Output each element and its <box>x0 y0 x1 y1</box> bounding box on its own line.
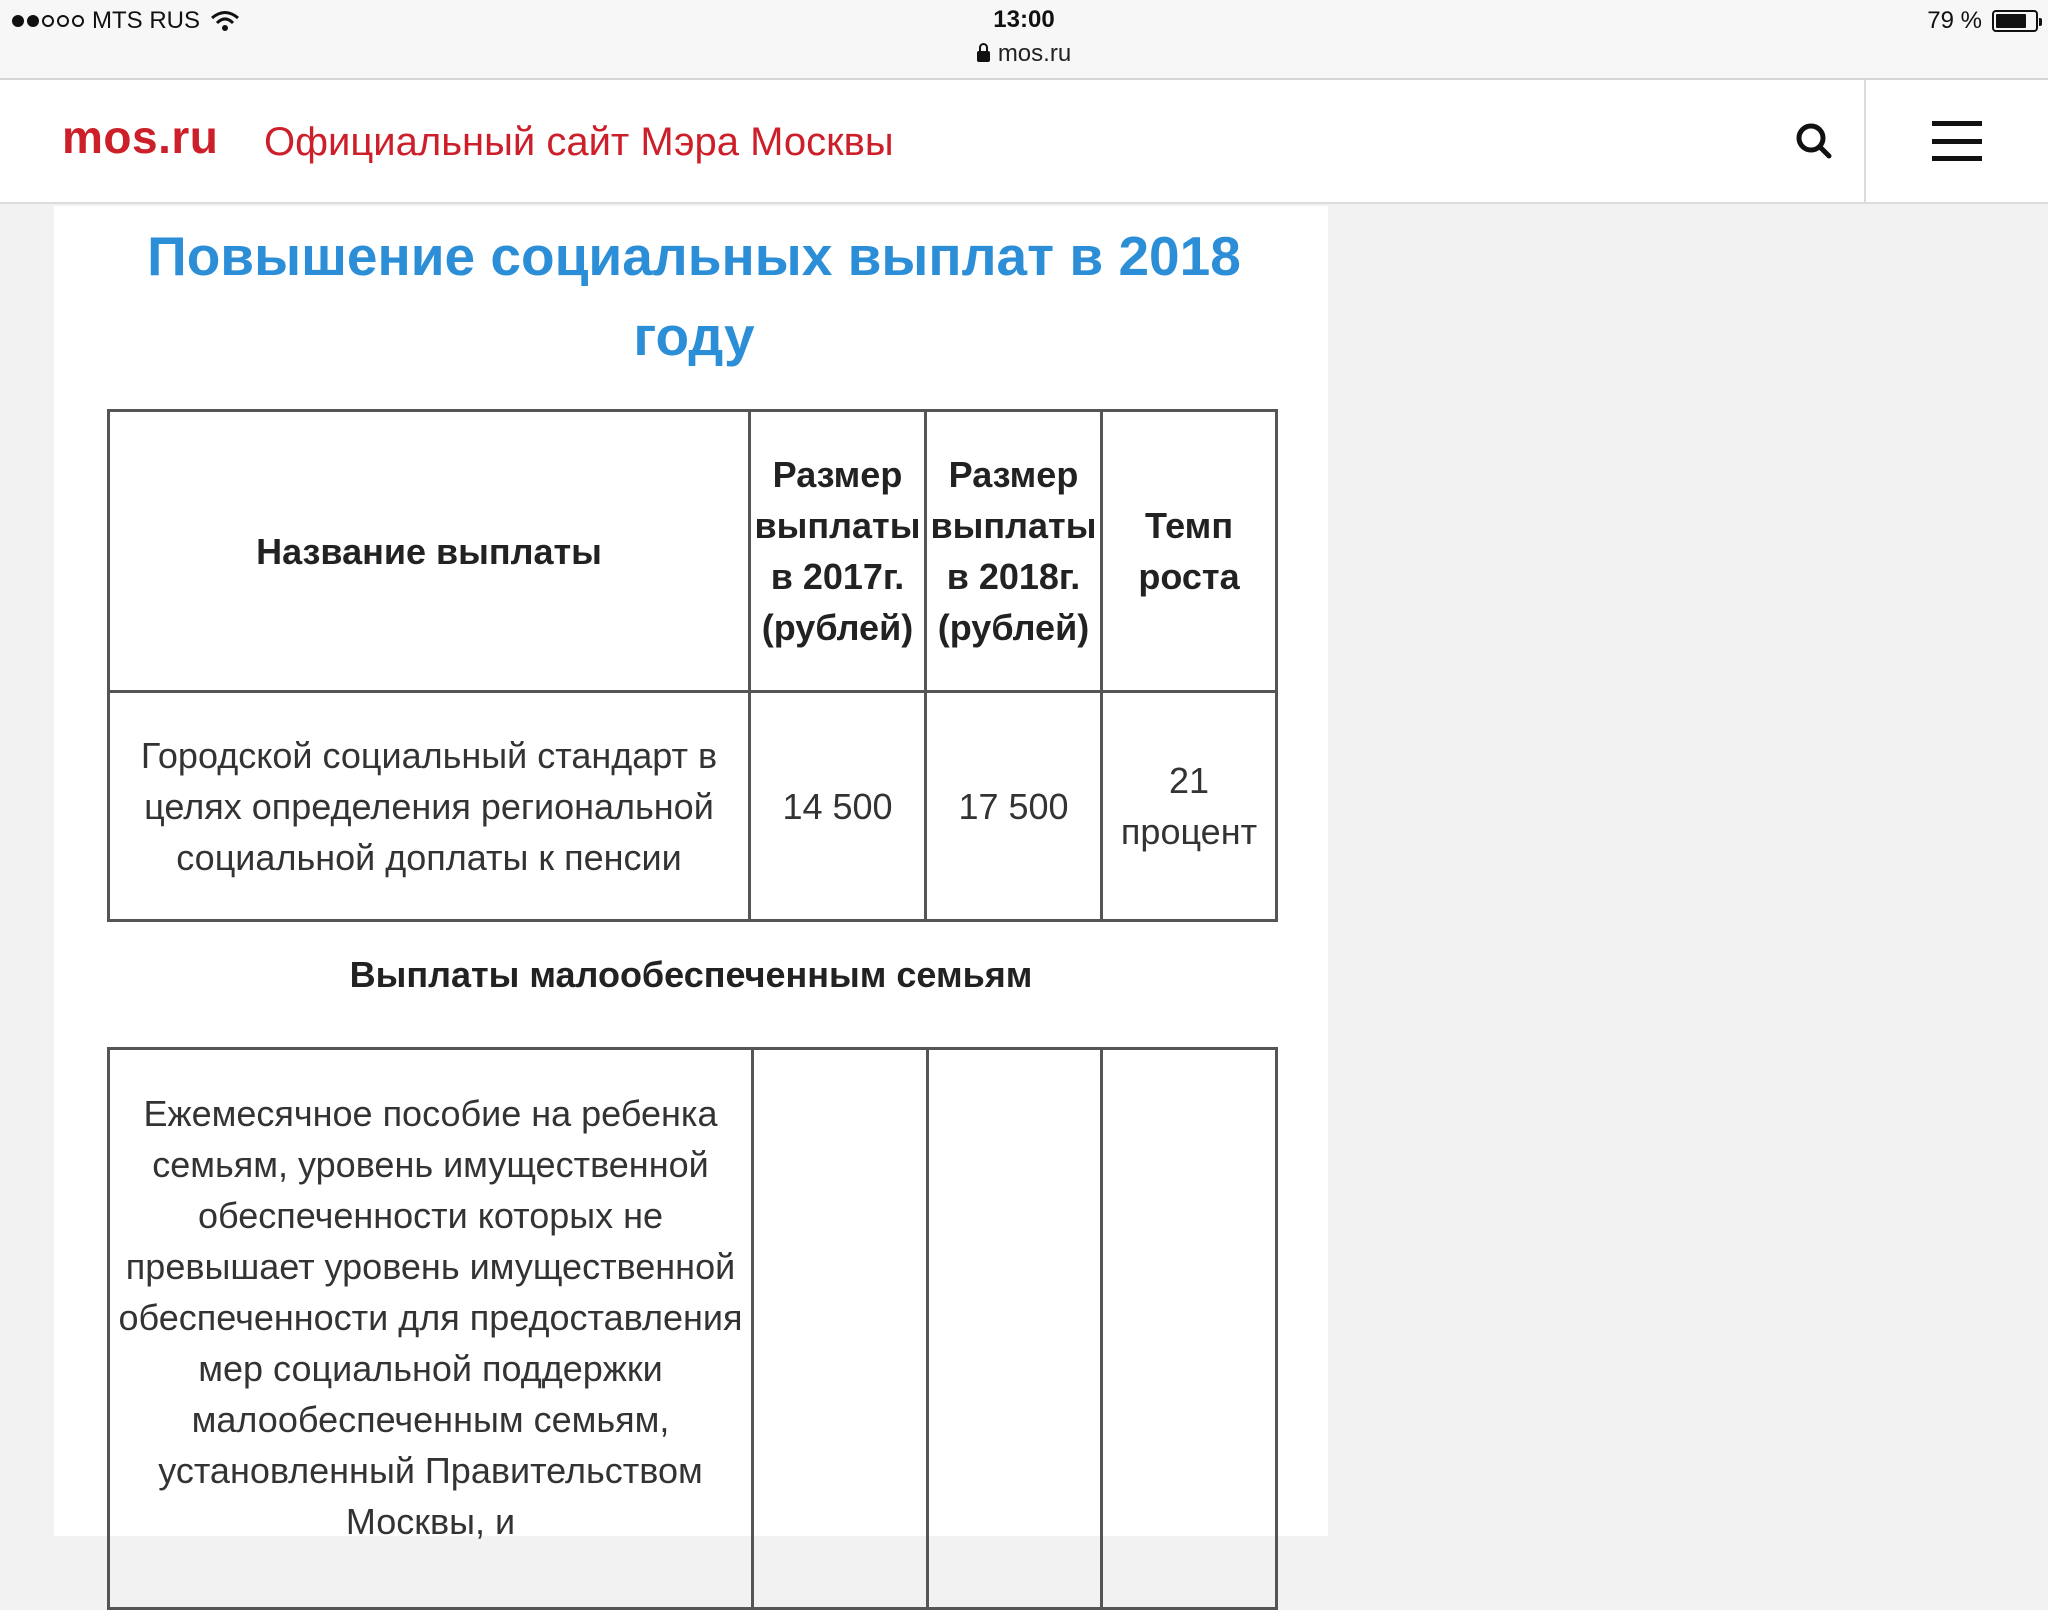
table-cell: 14 500 <box>750 692 926 921</box>
status-bar <box>0 0 2048 80</box>
site-title[interactable]: Официальный сайт Мэра Москвы <box>264 120 894 164</box>
article <box>54 206 1328 1542</box>
table-row <box>109 692 1277 921</box>
site-header <box>0 80 2048 204</box>
column-header: Размер выплаты в 2017г. (рублей) <box>750 411 926 692</box>
table-cell <box>1102 1049 1277 1609</box>
table-cell: 21 процент <box>1102 692 1277 921</box>
column-header: Размер выплаты в 2018г. (рублей) <box>926 411 1102 692</box>
section-heading: Выплаты малообеспеченным семьям <box>349 954 1033 995</box>
address-bar[interactable] <box>0 40 2048 68</box>
search-icon <box>1794 121 1834 161</box>
status-right <box>1927 6 2038 36</box>
table-cell: Городской социальный стандарт в целях определения региональной социальной доплаты к пенсии <box>109 692 750 921</box>
lock-icon <box>977 51 990 62</box>
search-button[interactable] <box>1764 80 1864 202</box>
battery-percent: 79 % <box>1927 7 1982 34</box>
hamburger-icon <box>1932 121 1982 161</box>
column-header: Название выплаты <box>109 411 750 692</box>
table-cell <box>928 1049 1102 1609</box>
page-title: Повышение социальных выплат в 2018 году <box>147 225 1241 367</box>
table-row <box>109 1049 1277 1609</box>
carrier-label: MTS RUS <box>92 7 200 34</box>
low-income-payments-table <box>107 1047 1278 1610</box>
table-cell: Ежемесячное пособие на ребенка семьям, уровень имущественной обеспеченности которых не превышает уровень имущественной обеспеченности для предоставления мер социальной поддержки малообеспеченным семьям, установленный Правительством Москвы, и <box>109 1049 753 1609</box>
column-header: Темп роста <box>1102 411 1277 692</box>
table-header-row <box>109 411 1277 692</box>
clock: 13:00 <box>993 6 1055 33</box>
site-logo[interactable]: mos.ru <box>62 111 219 163</box>
payments-table <box>107 409 1278 922</box>
menu-button[interactable] <box>1864 80 2048 202</box>
battery-icon <box>1992 10 2038 32</box>
url-text: mos.ru <box>997 40 1072 67</box>
table-cell <box>753 1049 928 1609</box>
table-cell: 17 500 <box>926 692 1102 921</box>
